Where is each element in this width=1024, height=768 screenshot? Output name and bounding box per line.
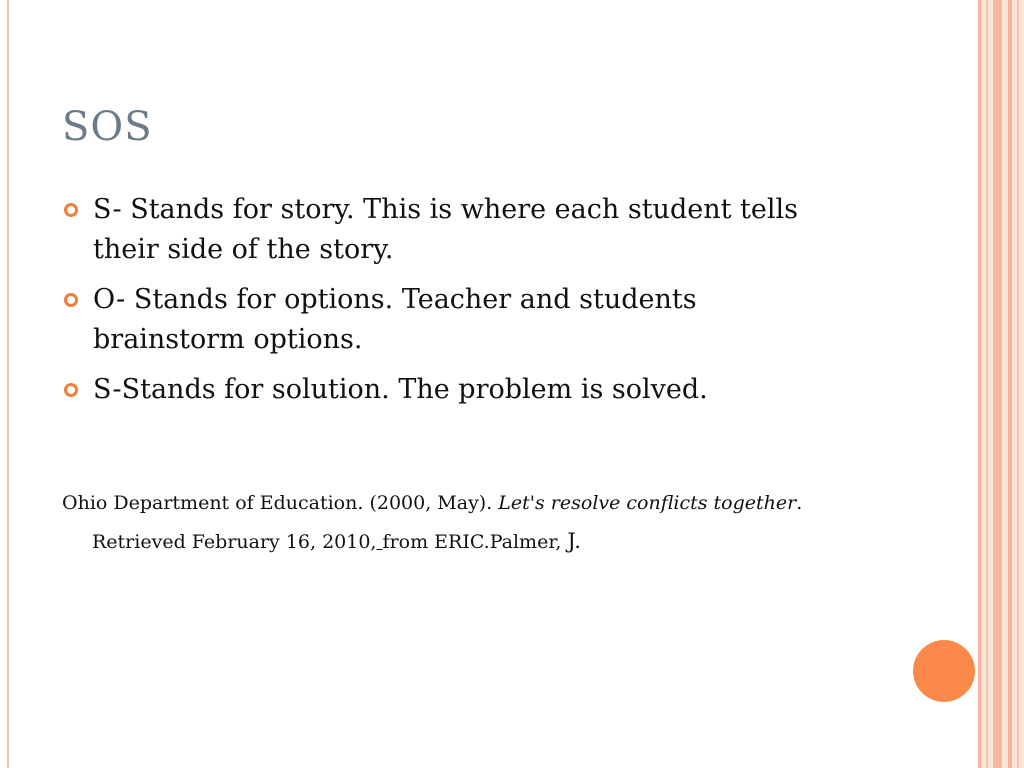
bullet-list (62, 190, 852, 420)
bullet-text: S-Stands for solution. The problem is solved. (93, 374, 708, 405)
right-stripe (986, 0, 988, 768)
bullet-text: O- Stands for options. Teacher and students brainstorm options. (93, 284, 697, 355)
citation-retrieved: Retrieved February 16, 2010, (92, 531, 377, 553)
bullet-item-options (62, 280, 852, 360)
right-stripe (1008, 0, 1012, 768)
bullet-item-solution (62, 370, 852, 410)
ring-bullet-icon (64, 293, 78, 307)
citation-title: Let's resolve conflicts together (498, 492, 797, 514)
citation (62, 488, 882, 557)
slide-title: SOS (62, 104, 153, 150)
decorative-orange-circle (913, 640, 975, 702)
bullet-text: S- Stands for story. This is where each student tells their side of the story. (93, 194, 798, 265)
right-stripe (993, 0, 1002, 768)
citation-author-initial: J. (567, 529, 581, 553)
right-stripe (978, 0, 981, 768)
citation-period: . (796, 492, 803, 514)
citation-line-1 (62, 488, 882, 518)
citation-line-2 (62, 526, 882, 557)
right-stripe (1017, 0, 1019, 768)
ring-bullet-icon (64, 203, 78, 217)
citation-from: from ERIC.Palmer, (382, 531, 568, 553)
ring-bullet-icon (64, 383, 78, 397)
bullet-item-story (62, 190, 852, 270)
citation-source: Ohio Department of Education. (2000, May). (62, 492, 499, 514)
left-border-line (7, 0, 9, 768)
